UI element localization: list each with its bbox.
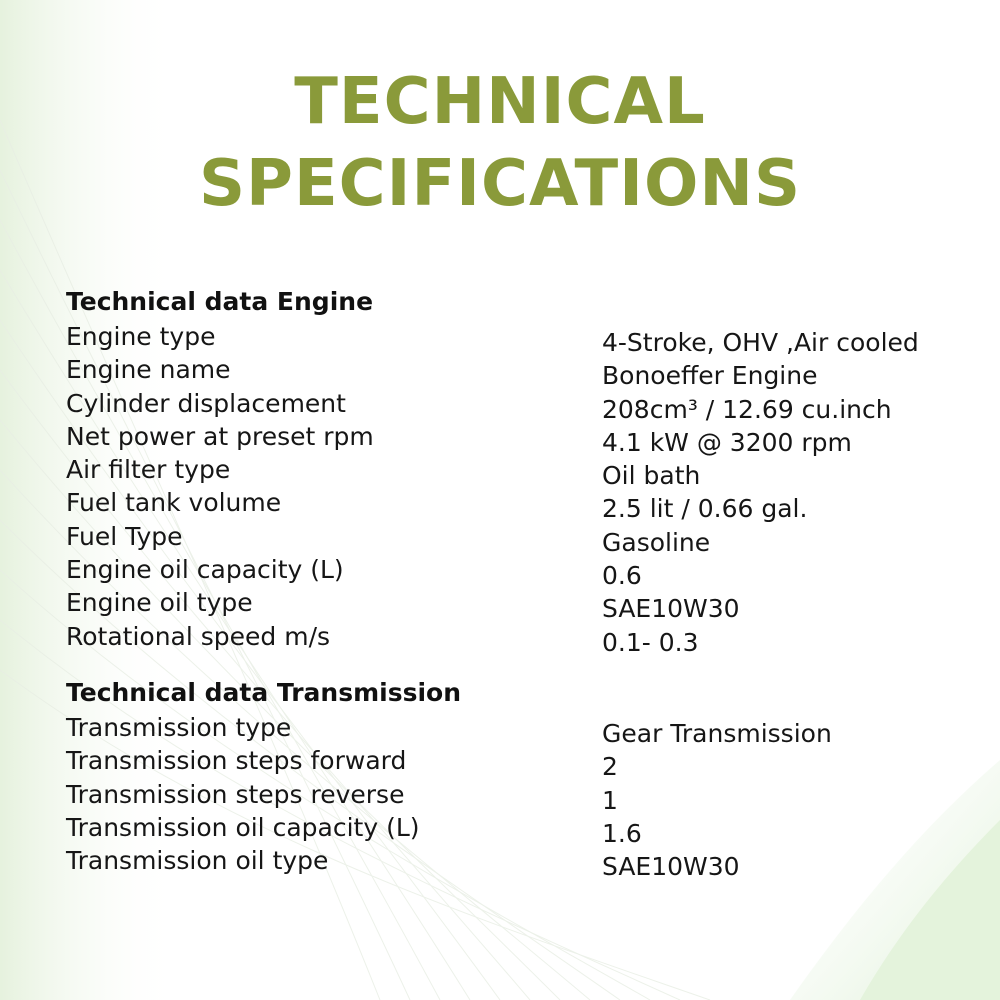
engine-spec-row — [0, 488, 1000, 524]
spec-label: Air filter type — [66, 455, 231, 485]
engine-section-heading: Technical data Engine — [66, 287, 374, 316]
transmission-section-heading: Technical data Transmission — [66, 678, 462, 707]
page-title-line-2: SPECIFICATIONS — [198, 147, 802, 221]
spec-label: Transmission oil type — [66, 846, 329, 876]
engine-spec-row — [0, 422, 1000, 455]
engine-spec-row — [0, 322, 1000, 355]
spec-value: Bonoeffer Engine — [602, 361, 818, 391]
transmission-spec-row — [0, 746, 1000, 782]
engine-spec-row — [0, 389, 1000, 422]
spec-label: Engine type — [66, 322, 216, 351]
spec-value: 4.1 kW @ 3200 rpm — [602, 427, 852, 457]
spec-value: Gear Transmission — [602, 719, 832, 748]
transmission-spec-row — [0, 713, 1000, 746]
spec-label: Transmission steps reverse — [66, 779, 405, 809]
engine-spec-row — [0, 555, 1000, 591]
engine-spec-row — [0, 355, 1000, 391]
spec-value: 4-Stroke, OHV ,Air cooled — [602, 328, 919, 357]
spec-value: 1.6 — [602, 818, 642, 848]
spec-value: Gasoline — [602, 527, 711, 557]
engine-spec-row — [0, 588, 1000, 624]
spec-value: 2 — [602, 752, 618, 782]
spec-label: Fuel Type — [66, 521, 183, 551]
transmission-spec-row — [0, 813, 1000, 846]
engine-spec-row — [0, 622, 1000, 655]
spec-value: 2.5 lit / 0.66 gal. — [602, 494, 808, 524]
spec-value: SAE10W30 — [602, 852, 740, 882]
spec-label: Cylinder displacement — [66, 388, 346, 418]
spec-label: Transmission oil capacity (L) — [66, 812, 420, 842]
engine-spec-row — [0, 522, 1000, 555]
spec-label: Transmission type — [66, 713, 292, 742]
engine-spec-row — [0, 455, 1000, 491]
page-title-line-1: TECHNICAL — [294, 65, 706, 139]
transmission-spec-row — [0, 780, 1000, 813]
spec-label: Engine name — [66, 355, 231, 385]
spec-value: Oil bath — [602, 461, 701, 491]
spec-label: Net power at preset rpm — [66, 421, 374, 451]
spec-value: 0.1- 0.3 — [602, 627, 699, 657]
spec-value: SAE10W30 — [602, 594, 740, 624]
spec-label: Fuel tank volume — [66, 488, 282, 518]
spec-label: Engine oil capacity (L) — [66, 555, 344, 585]
spec-label: Engine oil type — [66, 588, 253, 618]
engine-spec-list — [0, 322, 1000, 655]
spec-value: 208cm³ / 12.69 cu.inch — [602, 394, 892, 424]
spec-label: Rotational speed m/s — [66, 621, 331, 651]
spec-value: 0.6 — [602, 561, 642, 591]
transmission-spec-list — [0, 713, 1000, 882]
spec-label: Transmission steps forward — [66, 746, 407, 776]
transmission-spec-row — [0, 846, 1000, 882]
spec-value: 1 — [602, 785, 618, 815]
